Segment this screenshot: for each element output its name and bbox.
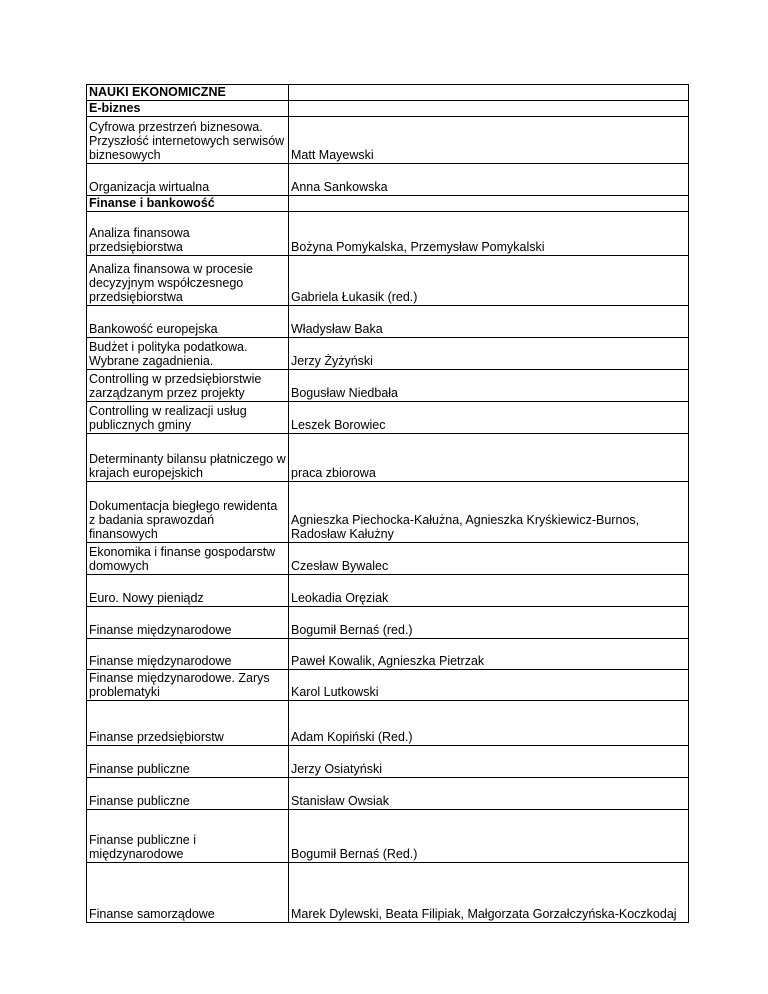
book-table [86,84,689,923]
author-cell: Matt Mayewski [289,117,689,164]
table-row [87,575,689,607]
title-cell: Controlling w realizacji usług publicznych gminy [87,402,289,434]
title-cell: Finanse przedsiębiorstw [87,701,289,746]
title-cell: Euro. Nowy pieniądz [87,575,289,607]
title-cell: Finanse samorządowe [87,863,289,923]
section-heading: NAUKI EKONOMICZNE [89,85,226,99]
table-row [87,101,689,117]
table-row [87,402,689,434]
table-row [87,164,689,196]
author-cell: Jerzy Osiatyński [289,746,689,778]
title-cell: Organizacja wirtualna [87,164,289,196]
table-row [87,196,689,212]
section-heading: E-biznes [89,101,141,115]
title-cell: Finanse międzynarodowe [87,607,289,639]
table-row [87,256,689,306]
author-cell: praca zbiorowa [289,434,689,482]
author-cell: Paweł Kowalik, Agnieszka Pietrzak [289,639,689,670]
author-cell: Bogusław Niedbała [289,370,689,402]
table-row [87,670,689,701]
author-cell [289,196,689,212]
author-cell: Bożyna Pomykalska, Przemysław Pomykalski [289,212,689,256]
title-cell: Finanse międzynarodowe. Zarys problematyki [87,670,289,701]
title-cell: Controlling w przedsiębiorstwie zarządzanym przez projekty [87,370,289,402]
table-row [87,639,689,670]
table-row [87,778,689,810]
section-heading: Finanse i bankowość [89,196,215,210]
table-row [87,482,689,543]
title-cell: Budżet i polityka podatkowa. Wybrane zagadnienia. [87,338,289,370]
author-cell: Anna Sankowska [289,164,689,196]
author-cell: Stanisław Owsiak [289,778,689,810]
title-cell: Finanse publiczne i międzynarodowe [87,810,289,863]
table-row [87,306,689,338]
title-cell: Determinanty bilansu płatniczego w krajach europejskich [87,434,289,482]
title-cell: Bankowość europejska [87,306,289,338]
title-cell: Cyfrowa przestrzeń biznesowa. Przyszłość internetowych serwisów biznesowych [87,117,289,164]
title-cell: Dokumentacja biegłego rewidenta z badania sprawozdań finansowych [87,482,289,543]
author-cell: Marek Dylewski, Beata Filipiak, Małgorzata Gorzałczyńska-Koczkodaj [289,863,689,923]
author-cell [289,101,689,117]
title-cell: Finanse międzynarodowe [87,639,289,670]
author-cell: Leokadia Oręziak [289,575,689,607]
book-table-body [87,85,689,923]
table-row [87,701,689,746]
author-cell: Władysław Baka [289,306,689,338]
table-row [87,338,689,370]
title-cell [87,85,289,101]
title-cell: Finanse publiczne [87,778,289,810]
author-cell: Karol Lutkowski [289,670,689,701]
title-cell: Analiza finansowa w procesie decyzyjnym współczesnego przedsiębiorstwa [87,256,289,306]
table-row [87,212,689,256]
title-cell [87,196,289,212]
author-cell: Czesław Bywalec [289,543,689,575]
title-cell: Analiza finansowa przedsiębiorstwa [87,212,289,256]
table-row [87,117,689,164]
author-cell: Adam Kopiński (Red.) [289,701,689,746]
author-cell: Jerzy Żyżyński [289,338,689,370]
author-cell: Bogumił Bernaś (red.) [289,607,689,639]
author-cell: Bogumił Bernaś (Red.) [289,810,689,863]
title-cell: Finanse publiczne [87,746,289,778]
table-row [87,810,689,863]
title-cell [87,101,289,117]
author-cell: Gabriela Łukasik (red.) [289,256,689,306]
author-cell: Leszek Borowiec [289,402,689,434]
table-row [87,607,689,639]
table-row [87,370,689,402]
table-row [87,434,689,482]
table-row [87,85,689,101]
table-row [87,863,689,923]
table-row [87,746,689,778]
table-row [87,543,689,575]
author-cell: Agnieszka Piechocka-Kałużna, Agnieszka Kryśkiewicz-Burnos, Radosław Kałużny [289,482,689,543]
author-cell [289,85,689,101]
title-cell: Ekonomika i finanse gospodarstw domowych [87,543,289,575]
